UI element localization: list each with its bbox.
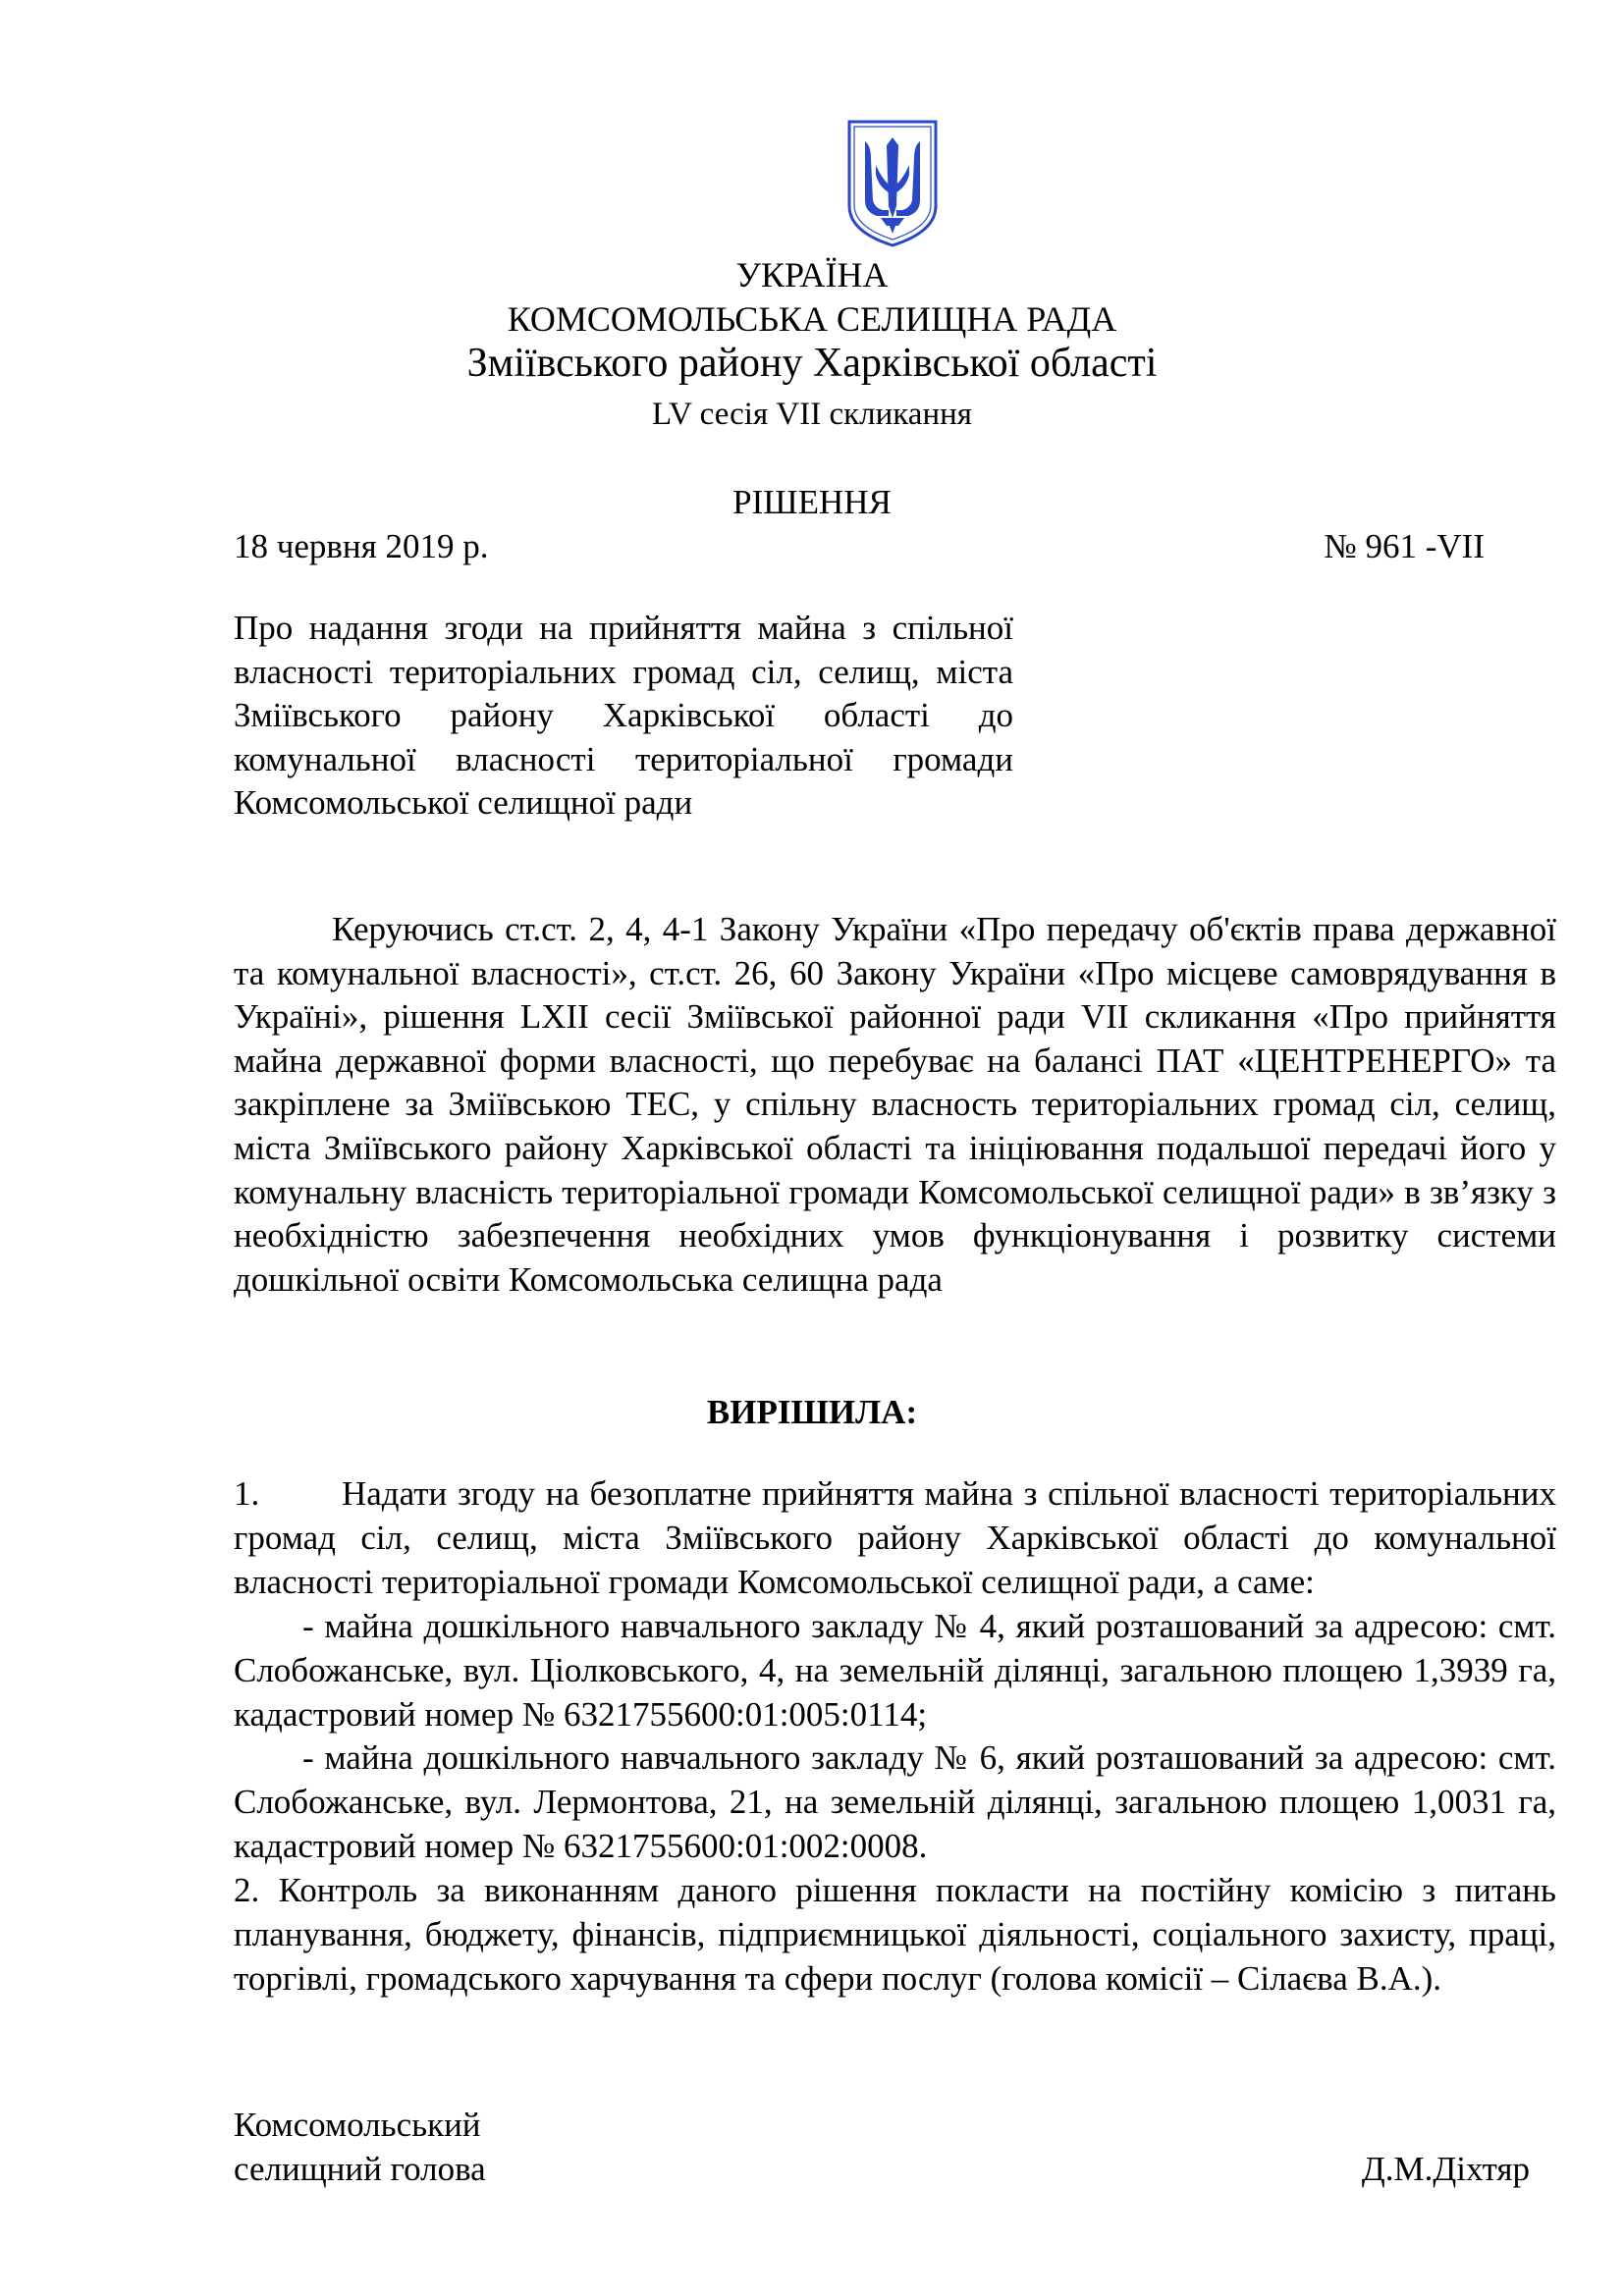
- item-1-text: Надати згоду на безоплатне прийняття майна з спільної власності територіальних громад сіл, селищ, міста Зміївського району Харківської області до комунальної власності територіальної громади Комсомольської селищної ради, а саме:: [234, 1474, 1556, 1601]
- header-council: КОМСОМОЛЬСЬКА СЕЛИЩНА РАДА: [507, 299, 1117, 339]
- signature-title-line-2: селищний голова: [234, 2150, 486, 2188]
- signature-title-line-1: Комсомольський: [234, 2106, 481, 2144]
- signature-block: [234, 2103, 1530, 2191]
- decision-number: № 961 -VII: [1324, 527, 1485, 565]
- decision-subject: Про надання згоди на прийняття майна з спільної власності територіальних громад сіл, селищ, міста Зміївського району Харківської області до комунальної власності територіальної громади Комсомольської селищної ради: [234, 609, 1013, 822]
- signatory-name: Д.М.Діхтяр: [1361, 2150, 1530, 2188]
- item-2: 2. Контроль за виконанням даного рішення покласти на постійну комісію з питань планування, бюджету, фінансів, підприємницької діяльності, соціального захисту, праці, торгівлі, громадського харчування та сфери послуг (голова комісії – Сілаєва В.А.).: [234, 1871, 1556, 1998]
- dateline: [234, 525, 1485, 568]
- item-1-bullet-1: - майна дошкільного навчального закладу № 4, який розташований за адресою: смт. Слобожанське, вул. Ціолковського, 4, на земельній ділянці, загальною площею 1,3939 га, кадастровий номер № 6321755600:01:005:0114;: [234, 1606, 1556, 1734]
- header-session: LV сесія VII скликання: [652, 397, 972, 432]
- header-district: Зміївського району Харківської області: [466, 341, 1158, 386]
- item-1: [234, 1472, 1556, 1605]
- resolved-heading: ВИРІШИЛА:: [706, 1393, 918, 1431]
- document-type-title: РІШЕННЯ: [732, 483, 892, 521]
- decision-body: [234, 1472, 1556, 2002]
- coat-of-arms-icon: [843, 116, 942, 249]
- item-1-number: 1.: [234, 1474, 260, 1513]
- decision-date: 18 червня 2019 р.: [234, 527, 489, 565]
- header-country: УКРАЇНА: [735, 255, 889, 294]
- item-1-bullet-2: - майна дошкільного навчального закладу № 6, який розташований за адресою: смт. Слобожанське, вул. Лермонтова, 21, на земельній ділянці, загальною площею 1,0031 га, кадастровий номер № 6321755600:01:002:0008.: [234, 1738, 1556, 1866]
- preamble-paragraph: Керуючись ст.ст. 2, 4, 4-1 Закону України «Про передачу об'єктів права державної та комунальної власності», ст.ст. 26, 60 Закону України «Про місцеве самоврядування в Україні», рішення LXII сесії Зміївської районної ради VII скликання «Про прийняття майна державної форми власності, що перебуває на балансі ПАТ «ЦЕНТРЕНЕРГО» та закріплене за Зміївською ТЕС, у спільну власность територіальних громад сіл, селищ, міста Зміївського району Харківської області та ініціювання подальшої передачі його у комунальну власність територіальної громади Комсомольської селищної ради» в зв’язку з необхідністю забезпечення необхідних умов функціонування і розвитку системи дошкільної освіти Комсомольська селищна рада: [234, 910, 1556, 1299]
